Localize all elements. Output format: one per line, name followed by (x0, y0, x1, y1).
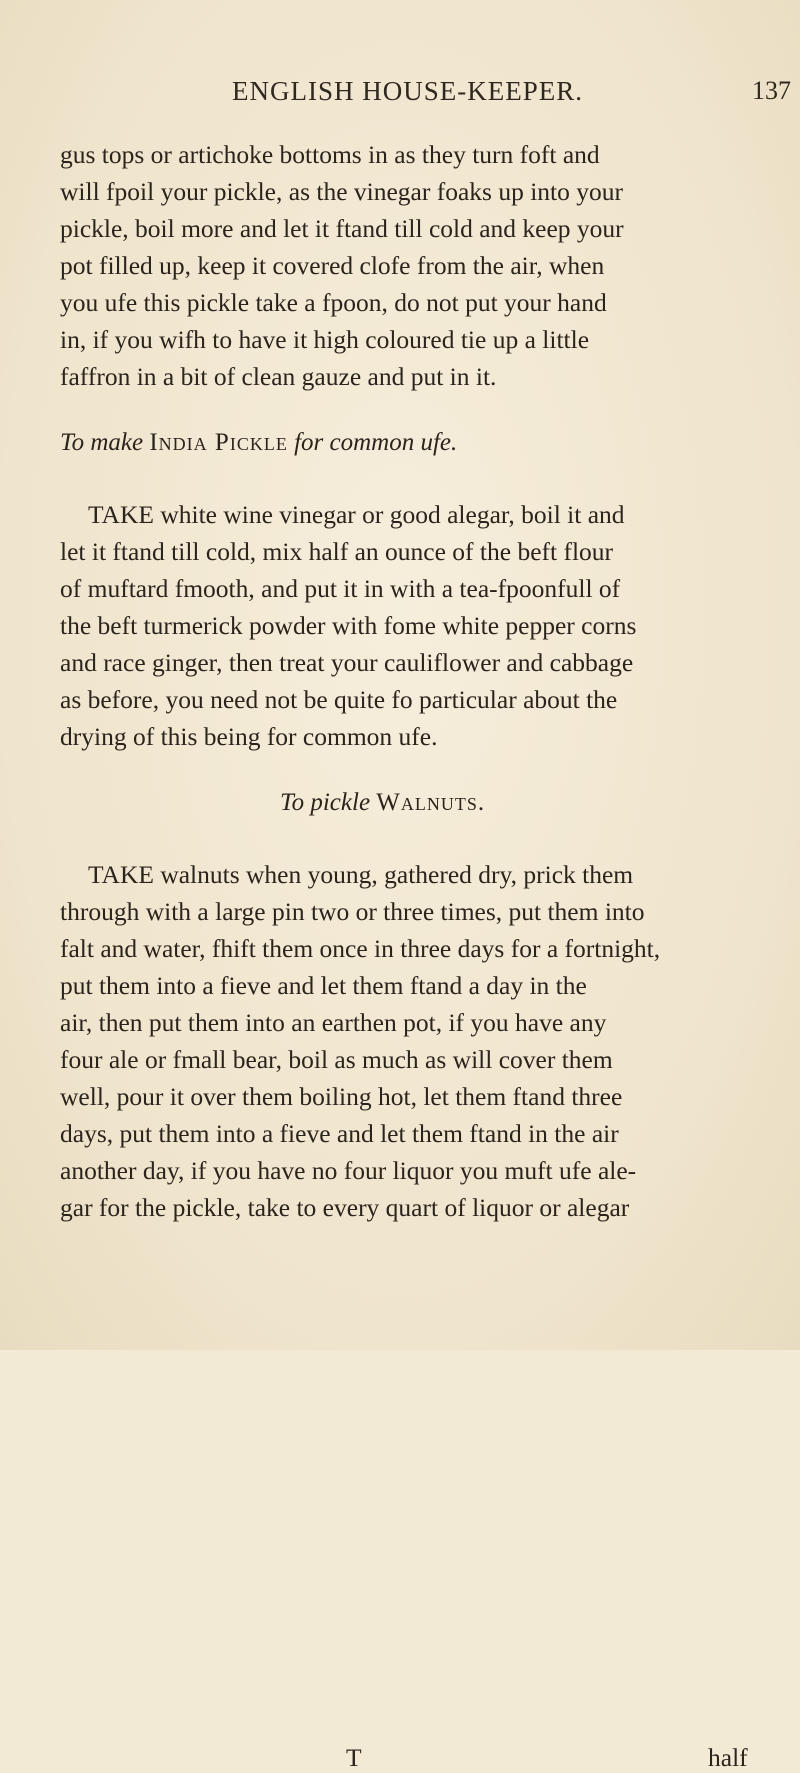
catchword: half (708, 1743, 748, 1772)
walnuts-paragraph (60, 856, 760, 1226)
text-line: gus tops or artichoke bottoms in as they turn foft and (60, 140, 600, 169)
text-line: TAKE walnuts when young, gathered dry, prick them (88, 860, 634, 889)
text-line: pickle, boil more and let it ftand till cold and keep your (60, 214, 624, 243)
text-line: will fpoil your pickle, as the vinegar foaks up into your (60, 177, 624, 206)
text-line: gar for the pickle, take to every quart of liquor or alegar (60, 1193, 630, 1222)
text-line: four ale or fmall bear, boil as much as will cover them (60, 1045, 613, 1074)
heading-title: Walnuts. (376, 789, 486, 816)
signature-mark: T (346, 1743, 362, 1772)
text-line: put them into a fieve and let them ftand a day in the (60, 971, 587, 1000)
heading-prefix: To pickle (280, 789, 371, 816)
heading-title: India Pickle (149, 429, 288, 456)
text-line: days, put them into a fieve and let them ftand in the air (60, 1119, 619, 1148)
section-heading-walnuts (60, 784, 760, 821)
text-line: you ufe this pickle take a fpoon, do not put your hand (60, 288, 607, 317)
text-line: through with a large pin two or three times, put them into (60, 897, 645, 926)
text-line: and race ginger, then treat your cauliflower and cabbage (60, 648, 634, 677)
page-number: 137 (752, 76, 791, 105)
heading-suffix: for common ufe. (294, 429, 458, 456)
india-pickle-paragraph (60, 496, 760, 755)
text-line: another day, if you have no four liquor you muft ufe ale- (60, 1156, 637, 1185)
text-line: drying of this being for common ufe. (60, 722, 438, 751)
text-line: faffron in a bit of clean gauze and put in it. (60, 362, 497, 391)
text-line: air, then put them into an earthen pot, if you have any (60, 1008, 607, 1037)
text-line: the beft turmerick powder with fome white pepper corns (60, 611, 637, 640)
heading-prefix: To make (60, 429, 144, 456)
text-line: as before, you need not be quite fo particular about the (60, 685, 618, 714)
text-line: well, pour it over them boiling hot, let them ftand three (60, 1082, 623, 1111)
text-line: of muftard fmooth, and put it in with a tea-fpoonfull of (60, 574, 621, 603)
page-text (60, 136, 760, 1226)
text-line: in, if you wifh to have it high coloured tie up a little (60, 325, 590, 354)
text-line: TAKE white wine vinegar or good alegar, boil it and (88, 500, 625, 529)
section-heading-india-pickle (60, 424, 760, 461)
intro-paragraph (60, 136, 760, 395)
text-line: pot filled up, keep it covered clofe from the air, when (60, 251, 605, 280)
text-line: falt and water, fhift them once in three days for a fortnight, (60, 934, 661, 963)
text-line: let it ftand till cold, mix half an ounce of the beft flour (60, 537, 614, 566)
running-head: ENGLISH HOUSE-KEEPER. (232, 76, 583, 106)
